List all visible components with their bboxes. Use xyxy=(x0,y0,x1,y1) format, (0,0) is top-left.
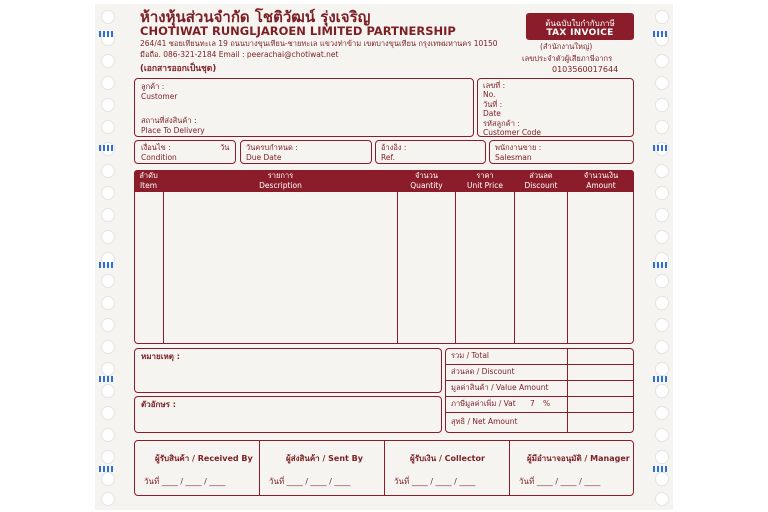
signature-divider xyxy=(509,440,510,496)
totals-row-line xyxy=(445,396,634,397)
delivery-label-english: Place To Delivery xyxy=(141,126,205,135)
column-header-discount: ส่วนลด Discount xyxy=(524,171,558,190)
company-name-english: CHOTIWAT RUNGLJAROEN LIMITED PARTNERSHIP xyxy=(140,24,456,38)
column-divider xyxy=(514,170,515,344)
customer-code-label-english: Customer Code xyxy=(483,128,542,137)
received-by-date: วันที่ ____ / ____ / ____ xyxy=(144,477,226,486)
date-label-english: Date xyxy=(483,109,501,118)
manager-date: วันที่ ____ / ____ / ____ xyxy=(519,477,601,486)
customer-label-english: Customer xyxy=(141,92,178,101)
perforation-mark xyxy=(99,262,115,268)
due-date-label-english: Due Date xyxy=(246,153,282,162)
received-by-label: ผู้รับสินค้า / Received By xyxy=(155,454,253,463)
condition-label-thai: เงื่อนไข : xyxy=(141,143,171,152)
net-amount-label: สุทธิ / Net Amount xyxy=(451,417,518,426)
items-table-header xyxy=(134,170,634,192)
perforation-mark xyxy=(99,31,115,37)
perforation-mark xyxy=(99,376,115,382)
collector-date: วันที่ ____ / ____ / ____ xyxy=(394,477,476,486)
column-divider xyxy=(455,170,456,344)
company-name-thai: ห้างหุ้นส่วนจำกัด โชติวัฒน์ รุ่งเจริญ xyxy=(140,8,371,26)
customer-label-thai: ลูกค้า : xyxy=(141,82,165,91)
column-divider xyxy=(567,170,568,344)
remarks-label: หมายเหตุ : xyxy=(141,352,180,361)
sent-by-label: ผู้ส่งสินค้า / Sent By xyxy=(286,454,363,463)
right-tractor-holes xyxy=(651,4,673,510)
head-office-label: (สำนักงานใหญ่) xyxy=(540,42,593,51)
column-divider xyxy=(397,170,398,344)
items-table xyxy=(134,170,634,344)
customer-code-label-thai: รหัสลูกค้า : xyxy=(483,119,520,128)
perforation-mark xyxy=(653,262,669,268)
date-label-thai: วันที่ : xyxy=(483,100,503,109)
left-tractor-holes xyxy=(97,4,119,510)
perforation-mark xyxy=(653,145,669,151)
discount-label: ส่วนลด / Discount xyxy=(451,367,515,376)
invoice-no-label-thai: เลขที่ : xyxy=(483,81,506,90)
amount-in-words-box xyxy=(134,396,442,433)
salesman-label-english: Salesman xyxy=(495,153,532,162)
column-header-item: ลำดับ Item xyxy=(139,171,158,190)
reference-label-thai: อ้างอิง : xyxy=(381,143,407,152)
perforation-mark xyxy=(653,466,669,472)
condition-unit: วัน xyxy=(220,143,230,152)
totals-divider xyxy=(567,348,568,433)
signature-divider xyxy=(259,440,260,496)
column-divider xyxy=(163,170,164,344)
perforation-mark xyxy=(653,376,669,382)
salesman-label-thai: พนักงานขาย : xyxy=(495,143,542,152)
delivery-label-thai: สถานที่ส่งสินค้า : xyxy=(141,116,197,125)
perforation-mark xyxy=(99,466,115,472)
tax-invoice-badge xyxy=(526,13,634,40)
totals-row-line xyxy=(445,364,634,365)
tax-invoice-english: TAX INVOICE xyxy=(546,28,614,38)
perforation-mark xyxy=(653,31,669,37)
totals-row-line xyxy=(445,412,634,413)
tax-invoice-thai: ต้นฉบับใบกำกับภาษี xyxy=(545,19,615,28)
value-amount-label: มูลค่าสินค้า / Value Amount xyxy=(451,383,549,392)
reference-label-english: Ref. xyxy=(381,153,395,162)
remarks-box xyxy=(134,348,442,393)
sent-by-date: วันที่ ____ / ____ / ____ xyxy=(269,477,351,486)
company-contact: มือถือ. 086-321-2184 Email : peerachai@chotiwat.net xyxy=(140,50,339,59)
column-header-quantity: จำนวน Quantity xyxy=(410,171,443,190)
vat-label: ภาษีมูลค่าเพิ่ม / Vat xyxy=(451,399,516,408)
amount-in-words-label: ตัวอักษร : xyxy=(141,400,176,409)
signature-divider xyxy=(384,440,385,496)
collector-label: ผู้รับเงิน / Collector xyxy=(410,454,485,463)
condition-label-english: Condition xyxy=(141,153,177,162)
totals-row-line xyxy=(445,380,634,381)
column-header-amount: จำนวนเงิน Amount xyxy=(583,171,619,190)
column-header-unit-price: ราคา Unit Price xyxy=(467,171,503,190)
column-header-description: รายการ Description xyxy=(259,171,302,190)
document-set-note: (เอกสารออกเป็นชุด) xyxy=(140,64,217,74)
due-date-label-thai: วันครบกำหนด : xyxy=(246,143,298,152)
vat-percent-sign: % xyxy=(543,399,551,408)
total-label: รวม / Total xyxy=(451,351,489,360)
vat-rate: 7 xyxy=(530,399,535,408)
tax-id-label: เลขประจำตัวผู้เสียภาษีอากร xyxy=(522,54,613,63)
manager-label: ผู้มีอำนาจอนุมัติ / Manager xyxy=(527,454,630,463)
invoice-no-label-english: No. xyxy=(483,90,496,99)
company-address: 264/41 ซอยเทียนทะเล 19 ถนนบางขุนเทียน-ชายทะเล แขวงท่าข้าม เขตบางขุนเทียน กรุงเทพมหานคร 10150 xyxy=(140,39,498,48)
perforation-mark xyxy=(99,145,115,151)
tax-id-number: 0103560017644 xyxy=(552,65,619,74)
